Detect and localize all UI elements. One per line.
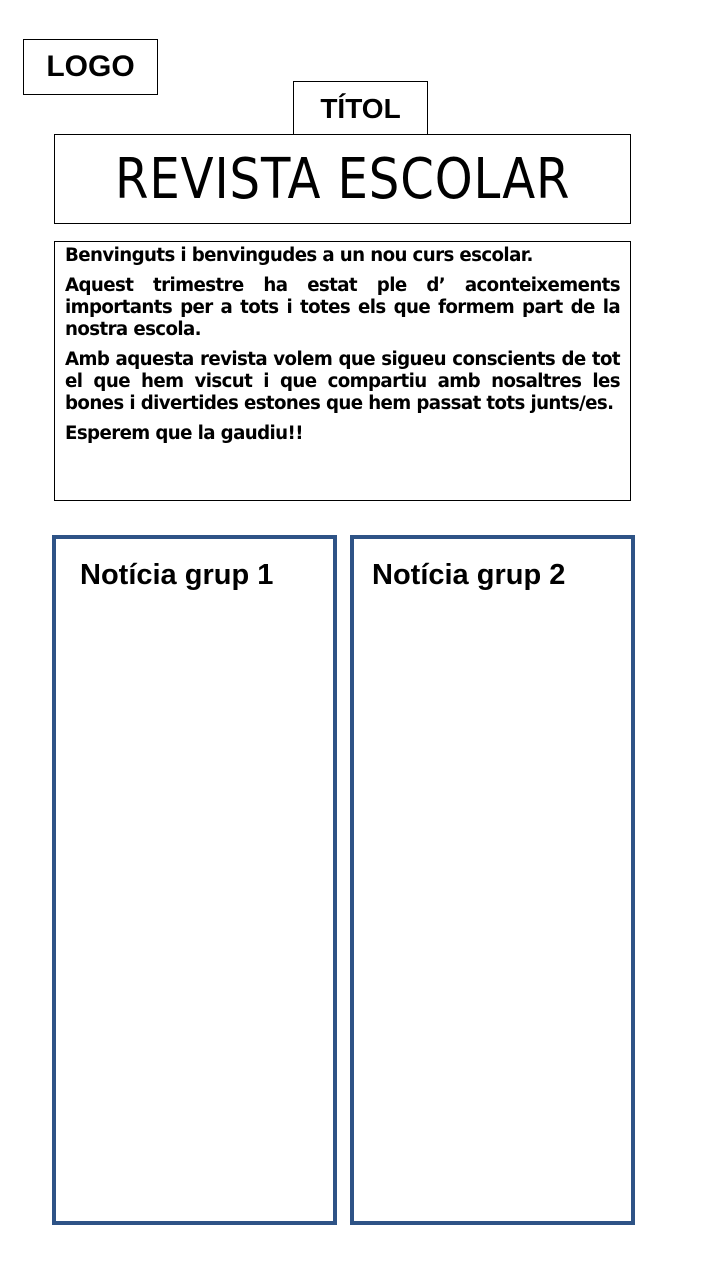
magazine-title-box <box>54 134 631 224</box>
logo-placeholder <box>23 39 158 95</box>
intro-paragraph-trimester: Aquest trimestre ha estat ple d’ aconteixements importants per a tots i totes els que formem part de la nostra escola. <box>65 275 620 340</box>
titol-label: TÍTOL <box>320 93 401 124</box>
magazine-title: REVISTA ESCOLAR <box>114 146 571 212</box>
intro-paragraph-purpose: Amb aquesta revista volem que sigueu conscients de tot el que hem viscut i que compartiu amb nosaltres les bones i divertides estones que hem passat tots junts/es. <box>65 349 620 414</box>
news-title-group-1: Notícia grup 1 <box>80 559 274 591</box>
title-placeholder-label-box <box>293 81 428 137</box>
intro-text-box <box>54 241 631 501</box>
news-title-group-2: Notícia grup 2 <box>372 559 566 591</box>
news-column-group-1 <box>52 535 337 1225</box>
logo-label: LOGO <box>46 50 135 83</box>
intro-paragraph-welcome: Benvinguts i benvingudes a un nou curs escolar. <box>65 245 533 266</box>
intro-paragraph-closing: Esperem que la gaudiu!! <box>65 423 303 444</box>
news-column-group-2 <box>350 535 635 1225</box>
